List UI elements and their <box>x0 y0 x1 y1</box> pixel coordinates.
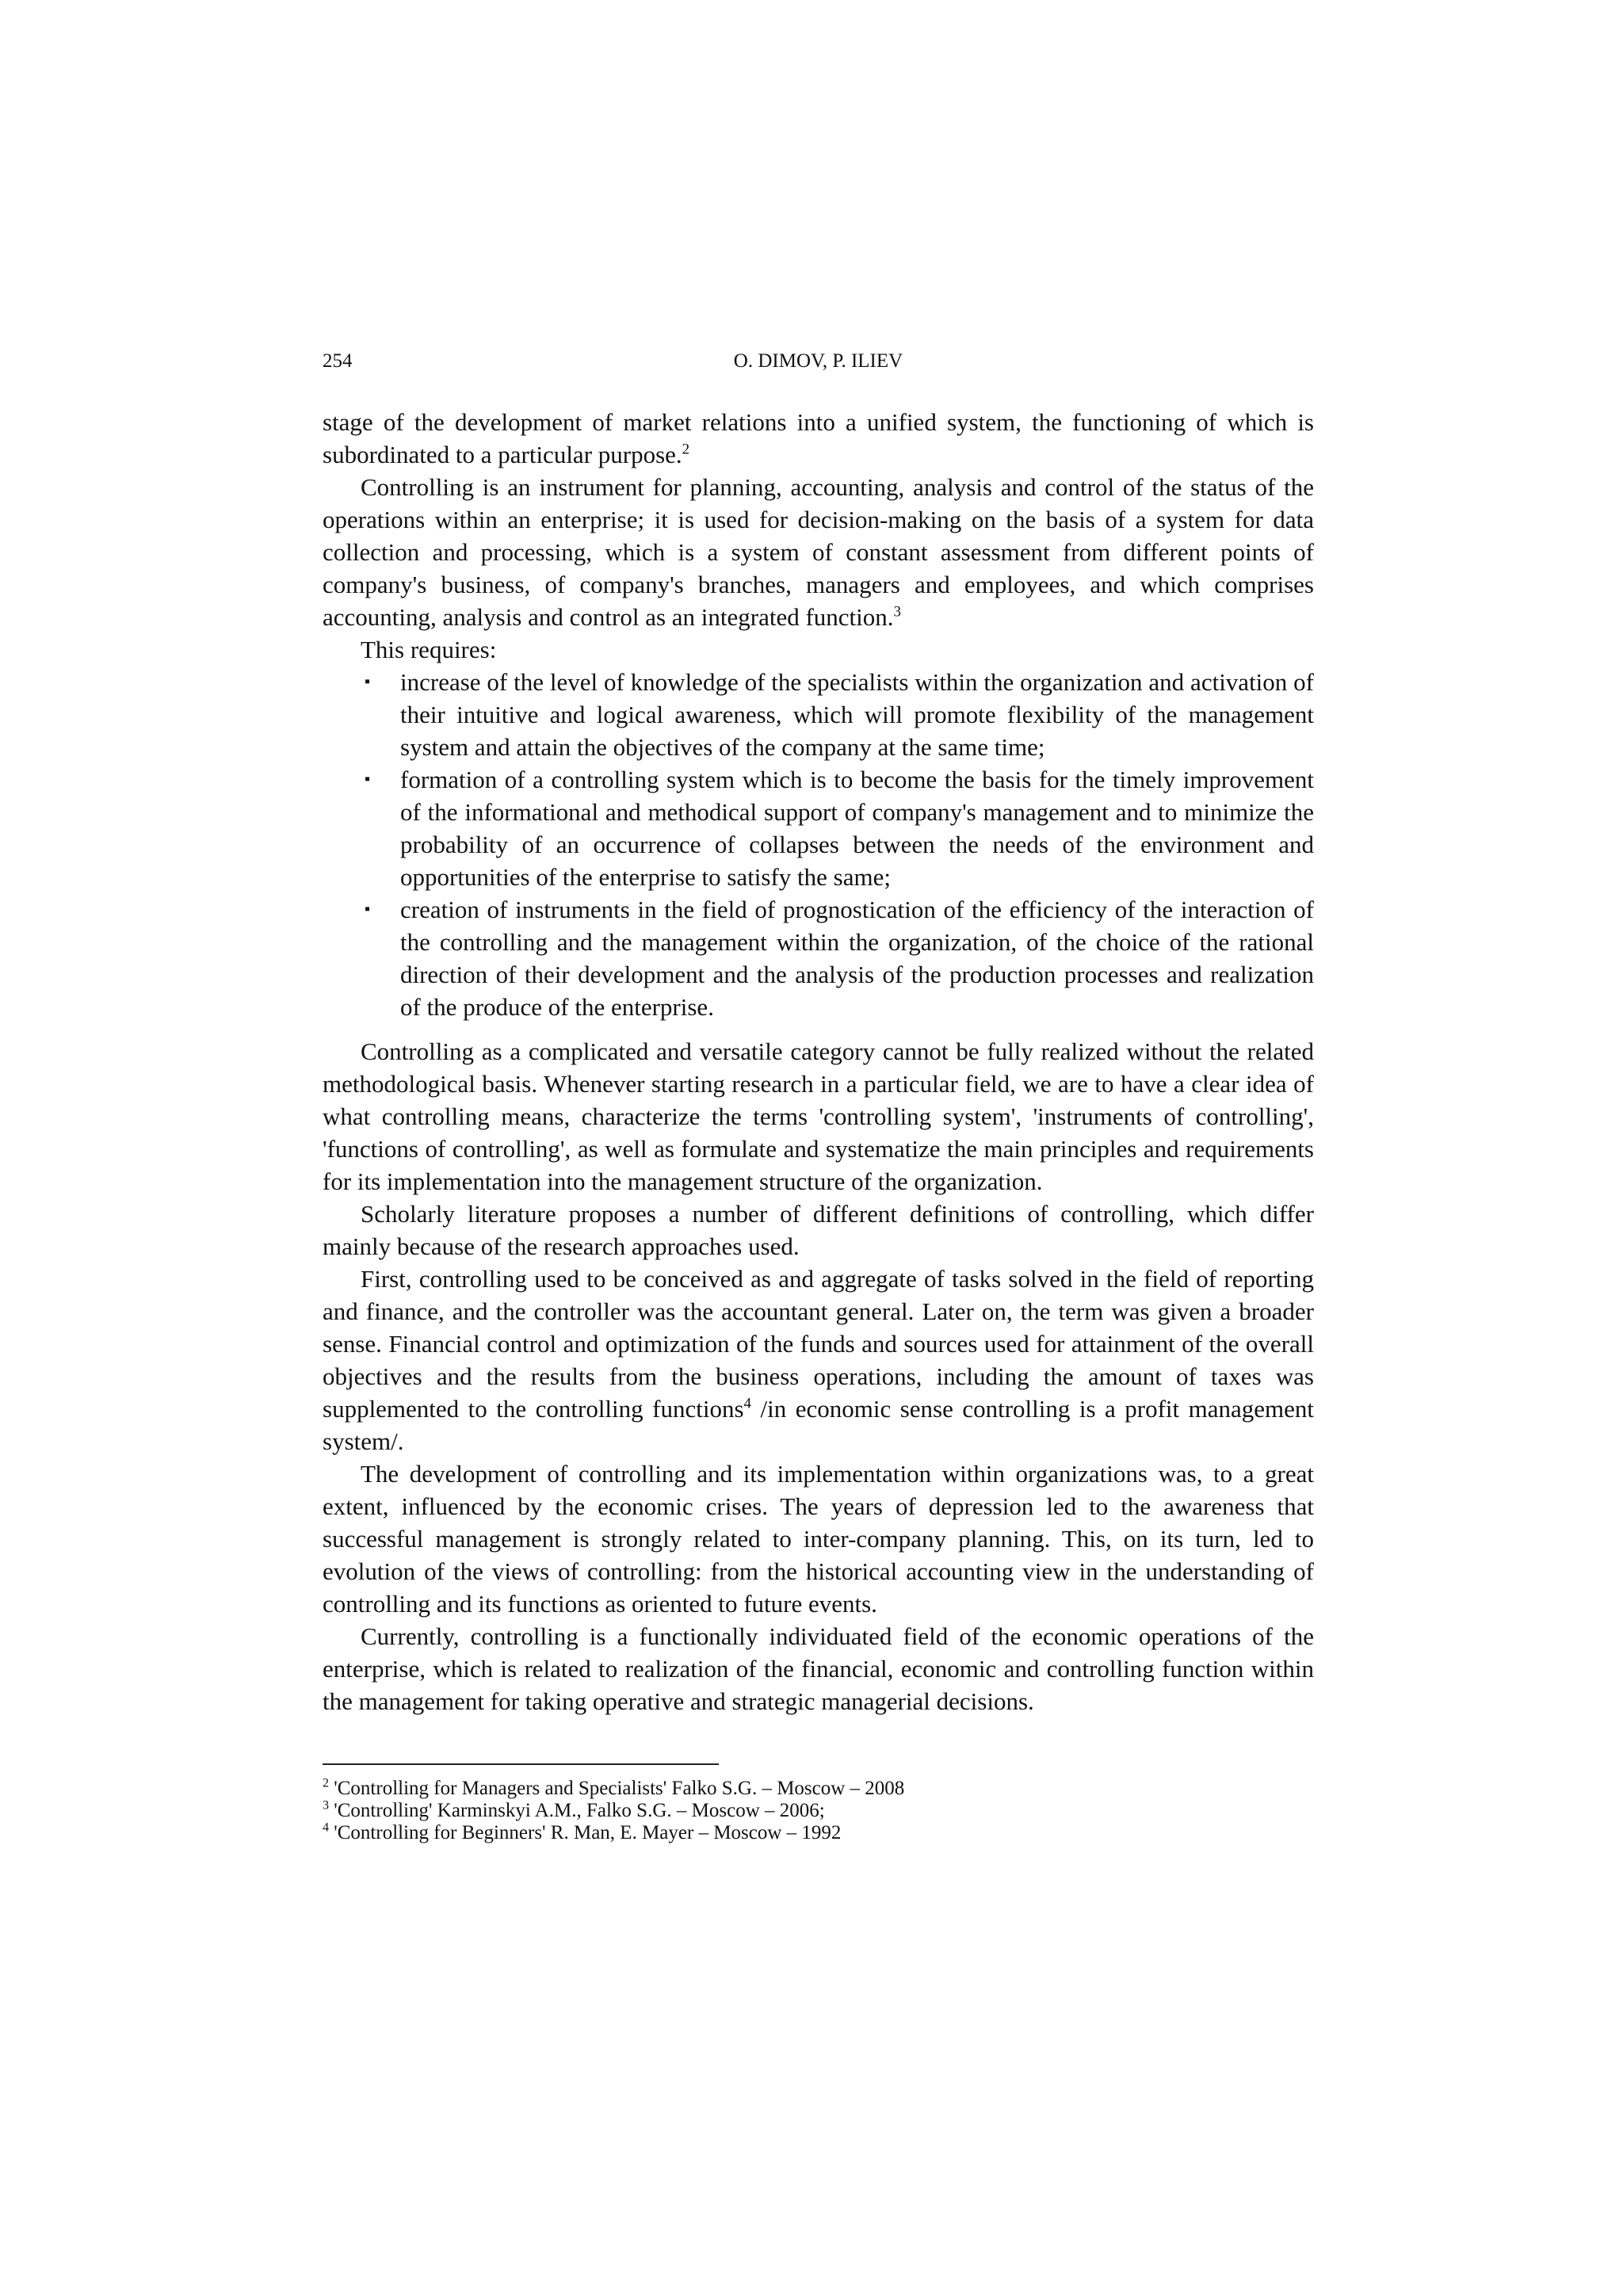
list-item-text: formation of a controlling system which is to become the basis for the timely improvement of the informational and methodical support of company's management and to minimize the probability of an occurrence of collapses between the needs of the environment and opportunities of the enterprise to satisfy the same; <box>400 766 1314 891</box>
list-item-text: increase of the level of knowledge of the specialists within the organization and activation of their intuitive and logical awareness, which will promote flexibility of the management system and attain the objectives of the company at the same time; <box>400 668 1314 761</box>
section-gap <box>323 1023 1314 1035</box>
paragraph-requires: This requires: <box>361 636 497 663</box>
paragraph-development: The development of controlling and its implementation within organizations was, to a great extent, influenced by the economic crises. The years of depression led to the awareness that successful management is strongly related to inter-company planning. This, on its turn, led to evolution of the views of controlling: from the historical accounting view in the understanding of controlling and its functions as oriented to future events. <box>323 1460 1314 1618</box>
footnote-mark: 4 <box>323 1820 329 1835</box>
paragraph-controlling-definition <box>323 471 1314 633</box>
paragraph-currently: Currently, controlling is a functionally individuated field of the economic operations of the enterprise, which is related to realization of the financial, economic and controlling function within the management for taking operative and strategic managerial decisions. <box>323 1622 1314 1715</box>
page-number: 254 <box>323 350 353 372</box>
requirements-list <box>323 666 1314 1023</box>
footnote-ref[interactable]: 3 <box>893 603 902 621</box>
footnote-ref[interactable]: 2 <box>682 441 690 458</box>
paragraph-text: Controlling is an instrument for planning, accounting, analysis and control of the status of the operations within an enterprise; it is used for decision-making on the basis of a system for data collection and processing, which is a system of constant assessment from different points of company's business, of company's branches, managers and employees, and which comprises accounting, analysis and control as an integrated function. <box>323 473 1314 631</box>
bullet-square-icon: ▪ <box>365 673 371 690</box>
list-item <box>365 893 1314 1023</box>
list-item <box>365 763 1314 893</box>
running-head: O. DIMOV, P. ILIEV <box>733 350 903 372</box>
footnote <box>323 1822 1314 1844</box>
footnote-divider <box>323 1763 719 1765</box>
paragraph-text: stage of the development of market relations into a unified system, the functioning of which is subordinated to a particular purpose. <box>323 408 1314 468</box>
paragraph-text: /in economic sense controlling is a profit management system/. <box>323 1395 1314 1455</box>
footnote-mark: 2 <box>323 1776 329 1790</box>
main-text <box>323 406 1314 1717</box>
paragraph-history <box>323 1263 1314 1457</box>
footnotes <box>323 1778 1314 1844</box>
journal-page <box>323 346 1314 1844</box>
paragraph-methodology: Controlling as a complicated and versatile category cannot be fully realized without the related methodological basis. Whenever starting research in a particular field, we are to have a clear idea of what controlling means, characterize the terms 'controlling system', 'instruments of controlling', 'functions of controlling', as well as formulate and systematize the main principles and requirements for its implementation into the management structure of the organization. <box>323 1037 1314 1195</box>
footnote <box>323 1778 1314 1800</box>
paragraph-continuation <box>323 406 1314 471</box>
page-header <box>323 346 1314 377</box>
footnote-text: 'Controlling for Managers and Specialists' Falko S.G. – Moscow – 2008 <box>329 1778 905 1799</box>
list-item <box>365 666 1314 763</box>
paragraph-literature: Scholarly literature proposes a number of different definitions of controlling, which differ mainly because of the research approaches used. <box>323 1200 1314 1260</box>
footnote-mark: 3 <box>323 1798 329 1813</box>
footnote-text: 'Controlling' Karminskyi A.M., Falko S.G. – Moscow – 2006; <box>329 1800 825 1821</box>
footnote-ref[interactable]: 4 <box>743 1395 752 1412</box>
bullet-square-icon: ▪ <box>365 770 371 788</box>
bullet-square-icon: ▪ <box>365 900 371 918</box>
footnote <box>323 1800 1314 1822</box>
footnote-text: 'Controlling for Beginners' R. Man, E. Mayer – Moscow – 1992 <box>329 1822 842 1843</box>
list-item-text: creation of instruments in the field of prognostication of the efficiency of the interaction of the controlling and the management within the organization, of the choice of the rational direction of their development and the analysis of the production processes and realization of the produce of the enterprise. <box>400 896 1314 1021</box>
paragraph-text: First, controlling used to be conceived as and aggregate of tasks solved in the field of reporting and finance, and the controller was the accountant general. Later on, the term was given a broader sense. Financial control and optimization of the funds and sources used for attainment of the overall objectives and the results from the business operations, including the amount of taxes was supplemented to the controlling functions <box>323 1265 1314 1423</box>
